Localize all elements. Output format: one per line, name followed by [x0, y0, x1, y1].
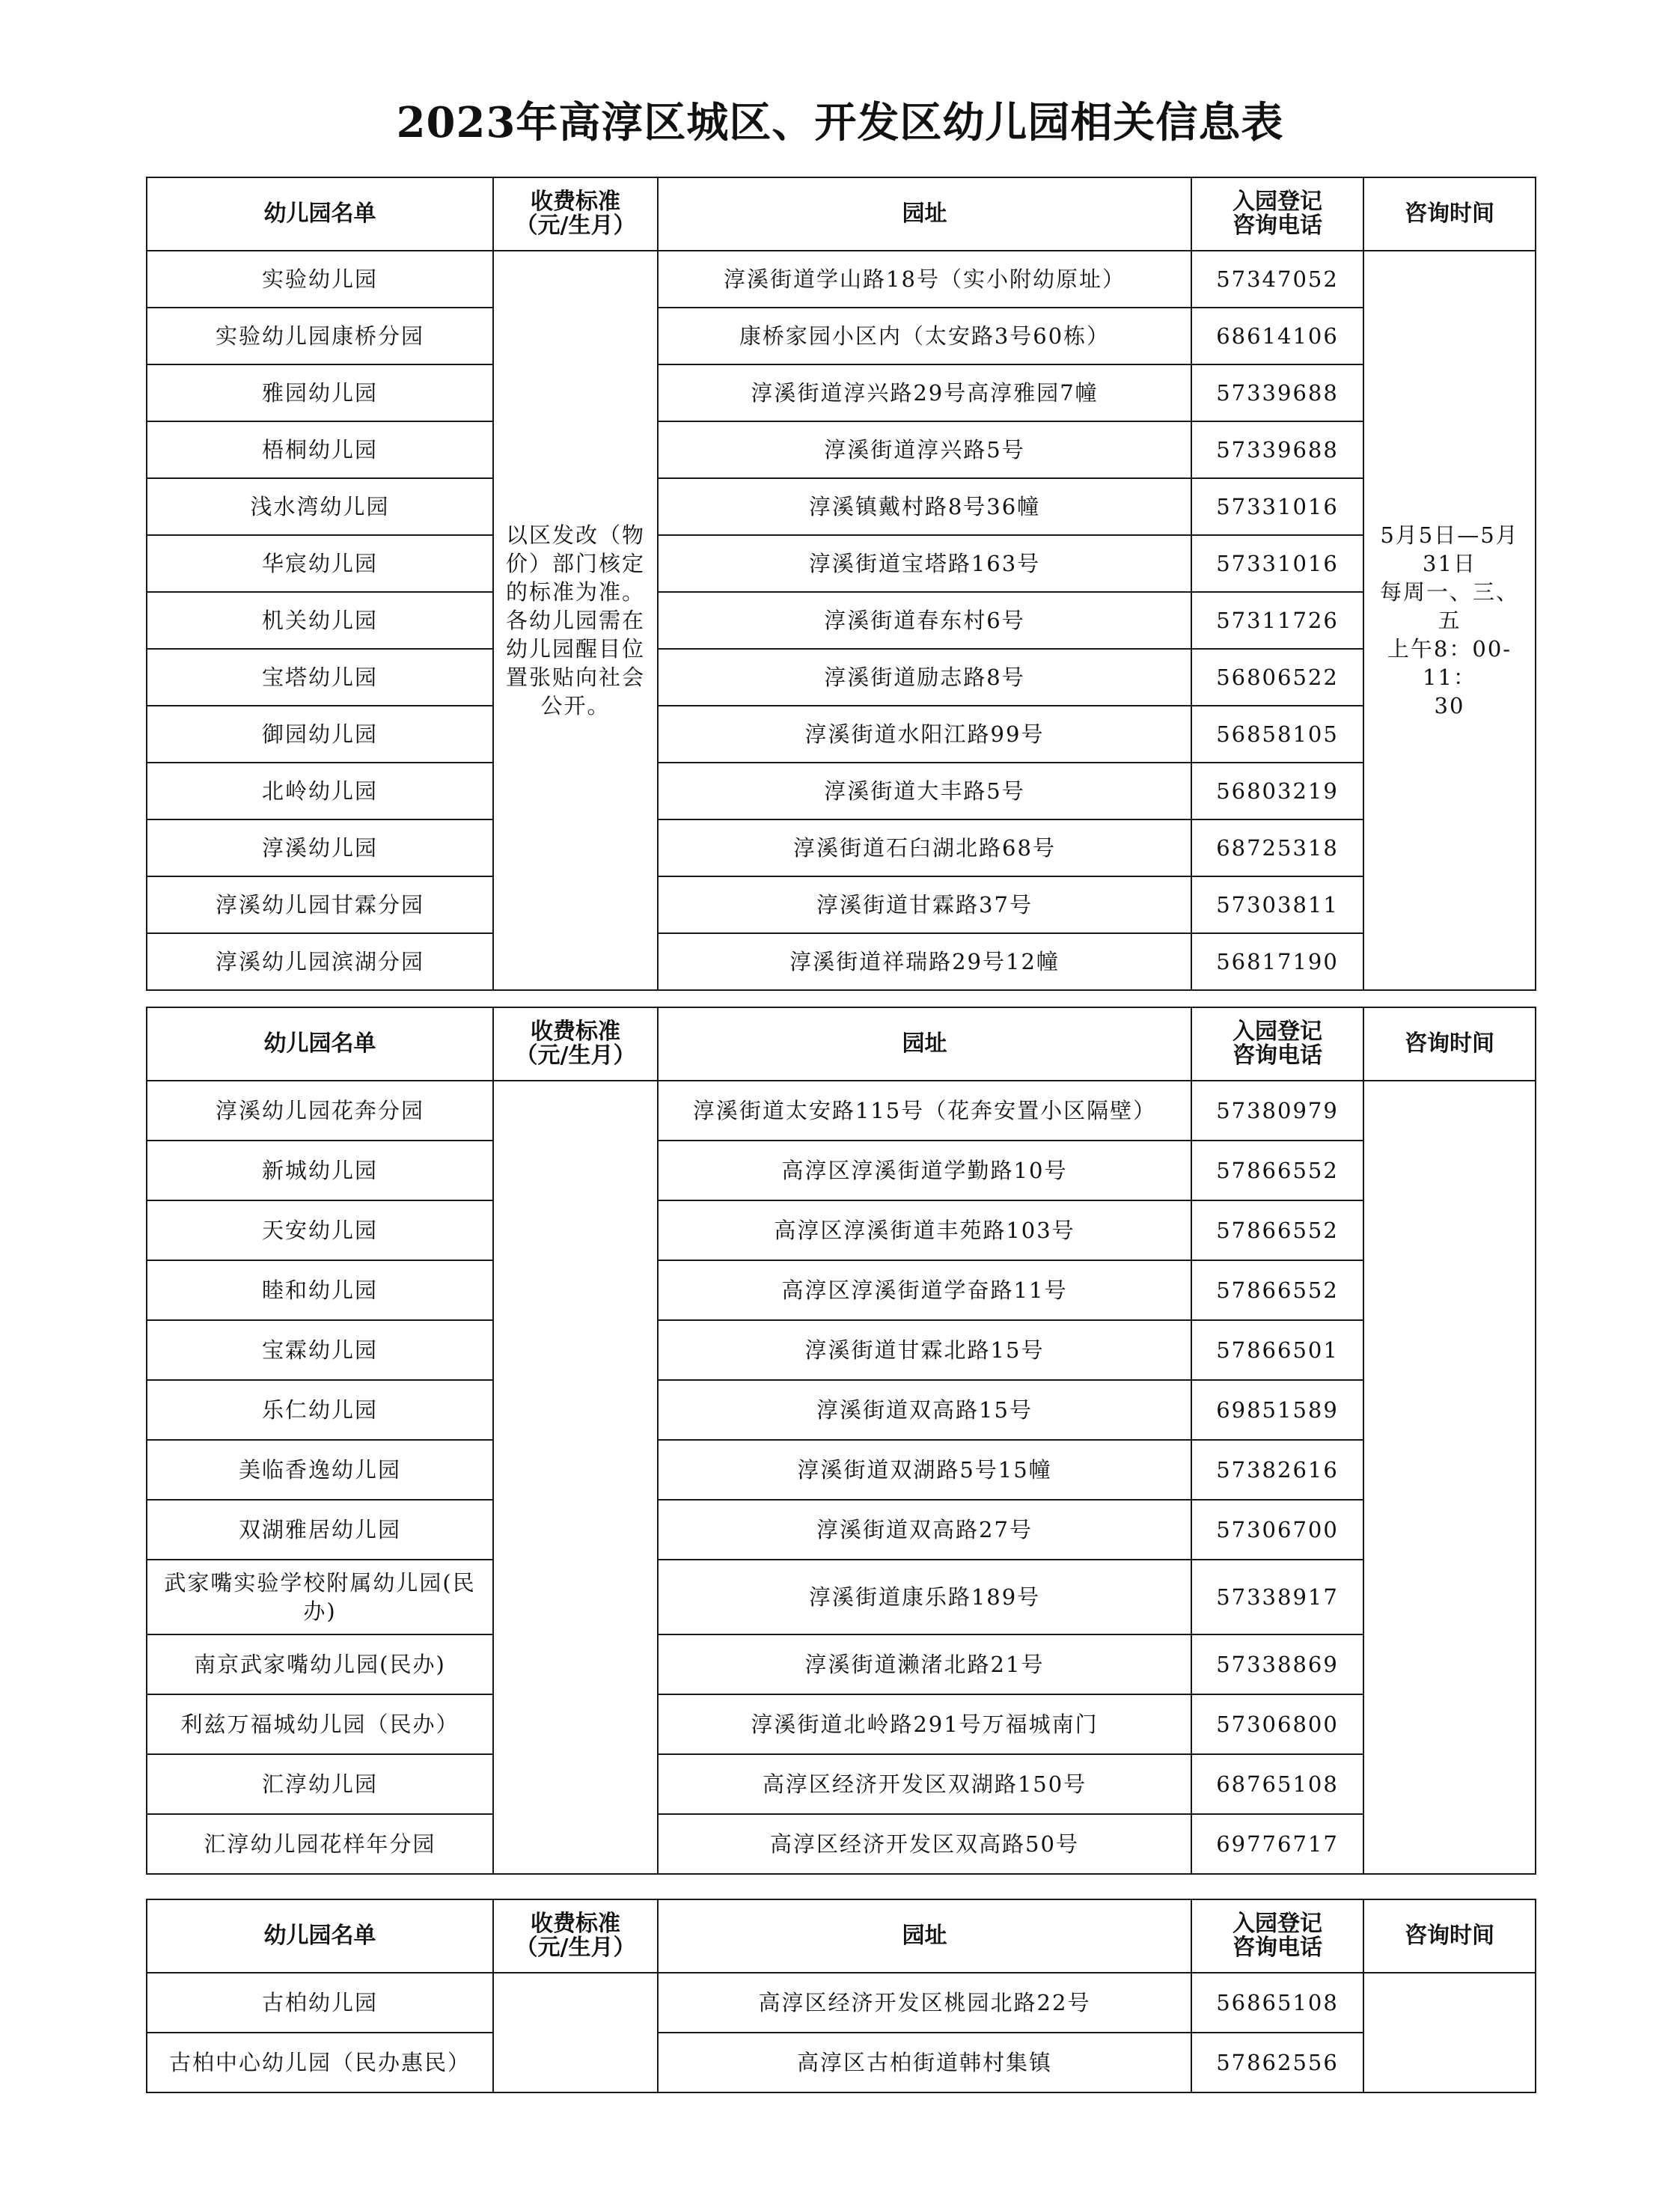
kindergarten-name: 双湖雅居幼儿园	[147, 1500, 493, 1560]
consult-time-line: 上午8：00-11：	[1387, 636, 1512, 690]
header-name: 幼儿园名单	[147, 1899, 493, 1973]
kindergarten-phone: 57382616	[1191, 1440, 1363, 1500]
kindergarten-address: 淳溪街道甘霖北路15号	[658, 1320, 1191, 1380]
kindergarten-address: 淳溪街道淳兴路29号高淳雅园7幢	[658, 364, 1191, 421]
table-header-row	[147, 1007, 1536, 1081]
kindergarten-address: 淳溪街道石臼湖北路68号	[658, 819, 1191, 876]
kindergarten-name: 宝霖幼儿园	[147, 1320, 493, 1380]
kindergarten-table-1	[146, 177, 1536, 991]
kindergarten-phone: 57866552	[1191, 1200, 1363, 1260]
kindergarten-name: 古柏中心幼儿园（民办惠民）	[147, 2033, 493, 2092]
kindergarten-name: 淳溪幼儿园甘霖分园	[147, 876, 493, 933]
kindergarten-address: 高淳区淳溪街道学奋路11号	[658, 1260, 1191, 1320]
kindergarten-address: 淳溪街道濑渚北路21号	[658, 1634, 1191, 1694]
table-row	[147, 1380, 1536, 1440]
header-time: 咨询时间	[1363, 1899, 1536, 1973]
table-row	[147, 1141, 1536, 1200]
kindergarten-name: 淳溪幼儿园花奔分园	[147, 1081, 493, 1141]
consult-time-cell	[1363, 1973, 1536, 2092]
header-phone: 入园登记 咨询电话	[1191, 1007, 1363, 1081]
header-fee: 收费标准 （元/生月）	[493, 1899, 658, 1973]
kindergarten-address: 淳溪街道双高路27号	[658, 1500, 1191, 1560]
table-row	[147, 1081, 1536, 1141]
kindergarten-phone: 56806522	[1191, 649, 1363, 706]
kindergarten-phone: 57303811	[1191, 876, 1363, 933]
kindergarten-address: 康桥家园小区内（太安路3号60栋）	[658, 308, 1191, 364]
table-row	[147, 1814, 1536, 1874]
table-row	[147, 933, 1536, 990]
table-row	[147, 535, 1536, 592]
consult-time-line: 31日	[1423, 551, 1476, 576]
kindergarten-address: 高淳区古柏街道韩村集镇	[658, 2033, 1191, 2092]
table-row	[147, 478, 1536, 535]
kindergarten-address: 淳溪镇戴村路8号36幢	[658, 478, 1191, 535]
kindergarten-phone: 68765108	[1191, 1754, 1363, 1814]
kindergarten-phone: 57347052	[1191, 251, 1363, 308]
kindergarten-table-2	[146, 1007, 1536, 1875]
kindergarten-name: 华宸幼儿园	[147, 535, 493, 592]
table-row	[147, 1694, 1536, 1754]
kindergarten-name: 美临香逸幼儿园	[147, 1440, 493, 1500]
kindergarten-address: 淳溪街道双高路15号	[658, 1380, 1191, 1440]
kindergarten-name: 实验幼儿园康桥分园	[147, 308, 493, 364]
table-row	[147, 1560, 1536, 1634]
kindergarten-phone: 57866552	[1191, 1260, 1363, 1320]
kindergarten-name: 御园幼儿园	[147, 706, 493, 763]
kindergarten-name: 宝塔幼儿园	[147, 649, 493, 706]
kindergarten-phone: 57331016	[1191, 535, 1363, 592]
table-row	[147, 1440, 1536, 1500]
table-header-row	[147, 177, 1536, 251]
kindergarten-phone: 56858105	[1191, 706, 1363, 763]
kindergarten-phone: 57380979	[1191, 1081, 1363, 1141]
table-row	[147, 592, 1536, 649]
kindergarten-address: 高淳区淳溪街道学勤路10号	[658, 1141, 1191, 1200]
consult-time-cell	[1363, 251, 1536, 990]
table-row	[147, 251, 1536, 308]
kindergarten-phone: 68725318	[1191, 819, 1363, 876]
kindergarten-table-3	[146, 1899, 1536, 2093]
kindergarten-address: 淳溪街道祥瑞路29号12幢	[658, 933, 1191, 990]
kindergarten-address: 淳溪街道学山路18号（实小附幼原址）	[658, 251, 1191, 308]
consult-time-line: 30	[1434, 693, 1465, 718]
kindergarten-address: 淳溪街道甘霖路37号	[658, 876, 1191, 933]
kindergarten-phone: 68614106	[1191, 308, 1363, 364]
header-address: 园址	[658, 1007, 1191, 1081]
kindergarten-phone: 57862556	[1191, 2033, 1363, 2092]
kindergarten-name: 北岭幼儿园	[147, 763, 493, 819]
kindergarten-address: 高淳区经济开发区双高路50号	[658, 1814, 1191, 1874]
kindergarten-name: 乐仁幼儿园	[147, 1380, 493, 1440]
header-phone: 入园登记 咨询电话	[1191, 1899, 1363, 1973]
header-address: 园址	[658, 177, 1191, 251]
kindergarten-address: 淳溪街道励志路8号	[658, 649, 1191, 706]
kindergarten-phone: 57306800	[1191, 1694, 1363, 1754]
kindergarten-phone: 57866552	[1191, 1141, 1363, 1200]
kindergarten-address: 淳溪街道康乐路189号	[658, 1560, 1191, 1634]
table-row	[147, 1634, 1536, 1694]
kindergarten-phone: 56865108	[1191, 1973, 1363, 2033]
table-row	[147, 706, 1536, 763]
kindergarten-name: 浅水湾幼儿园	[147, 478, 493, 535]
header-name: 幼儿园名单	[147, 1007, 493, 1081]
header-fee: 收费标准 （元/生月）	[493, 1007, 658, 1081]
table-row	[147, 421, 1536, 478]
kindergarten-name: 睦和幼儿园	[147, 1260, 493, 1320]
kindergarten-phone: 56803219	[1191, 763, 1363, 819]
kindergarten-name: 天安幼儿园	[147, 1200, 493, 1260]
kindergarten-address: 淳溪街道春东村6号	[658, 592, 1191, 649]
consult-time-line: 5月5日—5月	[1380, 522, 1519, 548]
header-time: 咨询时间	[1363, 1007, 1536, 1081]
consult-time-cell	[1363, 1081, 1536, 1874]
kindergarten-name: 南京武家嘴幼儿园(民办)	[147, 1634, 493, 1694]
kindergarten-address: 淳溪街道北岭路291号万福城南门	[658, 1694, 1191, 1754]
table-row	[147, 2033, 1536, 2092]
table-row	[147, 308, 1536, 364]
kindergarten-phone: 56817190	[1191, 933, 1363, 990]
table-row	[147, 876, 1536, 933]
kindergarten-name: 雅园幼儿园	[147, 364, 493, 421]
kindergarten-phone: 57339688	[1191, 364, 1363, 421]
kindergarten-phone: 57306700	[1191, 1500, 1363, 1560]
kindergarten-phone: 57338917	[1191, 1560, 1363, 1634]
kindergarten-phone: 69851589	[1191, 1380, 1363, 1440]
kindergarten-phone: 69776717	[1191, 1814, 1363, 1874]
table-row	[147, 1320, 1536, 1380]
page-title: 2023年高淳区城区、开发区幼儿园相关信息表	[396, 98, 1284, 147]
kindergarten-name: 新城幼儿园	[147, 1141, 493, 1200]
kindergarten-phone: 57311726	[1191, 592, 1363, 649]
kindergarten-name: 梧桐幼儿园	[147, 421, 493, 478]
table-row	[147, 649, 1536, 706]
kindergarten-name: 古柏幼儿园	[147, 1973, 493, 2033]
header-address: 园址	[658, 1899, 1191, 1973]
kindergarten-address: 淳溪街道淳兴路5号	[658, 421, 1191, 478]
kindergarten-phone: 57339688	[1191, 421, 1363, 478]
table-header-row	[147, 1899, 1536, 1973]
kindergarten-name: 淳溪幼儿园滨湖分园	[147, 933, 493, 990]
kindergarten-address: 高淳区经济开发区双湖路150号	[658, 1754, 1191, 1814]
consult-time-line: 每周一、三、五	[1379, 579, 1519, 633]
kindergarten-name: 武家嘴实验学校附属幼儿园(民办)	[147, 1560, 493, 1634]
table-row	[147, 763, 1536, 819]
kindergarten-phone: 57338869	[1191, 1634, 1363, 1694]
header-fee: 收费标准 （元/生月）	[493, 177, 658, 251]
kindergarten-name: 机关幼儿园	[147, 592, 493, 649]
kindergarten-name: 汇淳幼儿园花样年分园	[147, 1814, 493, 1874]
kindergarten-name: 利兹万福城幼儿园（民办）	[147, 1694, 493, 1754]
table-row	[147, 1973, 1536, 2033]
kindergarten-phone: 57866501	[1191, 1320, 1363, 1380]
header-time: 咨询时间	[1363, 177, 1536, 251]
kindergarten-address: 淳溪街道双湖路5号15幢	[658, 1440, 1191, 1500]
kindergarten-name: 实验幼儿园	[147, 251, 493, 308]
header-name: 幼儿园名单	[147, 177, 493, 251]
kindergarten-address: 淳溪街道大丰路5号	[658, 763, 1191, 819]
kindergarten-address: 淳溪街道太安路115号（花奔安置小区隔壁）	[658, 1081, 1191, 1141]
kindergarten-address: 淳溪街道水阳江路99号	[658, 706, 1191, 763]
fee-standard-cell	[493, 1081, 658, 1874]
kindergarten-name: 汇淳幼儿园	[147, 1754, 493, 1814]
kindergarten-address: 高淳区淳溪街道丰苑路103号	[658, 1200, 1191, 1260]
kindergarten-phone: 57331016	[1191, 478, 1363, 535]
table-row	[147, 1754, 1536, 1814]
kindergarten-name: 淳溪幼儿园	[147, 819, 493, 876]
header-phone: 入园登记 咨询电话	[1191, 177, 1363, 251]
kindergarten-address: 淳溪街道宝塔路163号	[658, 535, 1191, 592]
fee-standard-cell: 以区发改（物价）部门核定的标准为准。各幼儿园需在幼儿园醒目位置张贴向社会公开。	[493, 251, 658, 990]
table-row	[147, 1500, 1536, 1560]
fee-standard-cell	[493, 1973, 658, 2092]
table-row	[147, 819, 1536, 876]
table-row	[147, 364, 1536, 421]
table-row	[147, 1200, 1536, 1260]
kindergarten-address: 高淳区经济开发区桃园北路22号	[658, 1973, 1191, 2033]
table-row	[147, 1260, 1536, 1320]
